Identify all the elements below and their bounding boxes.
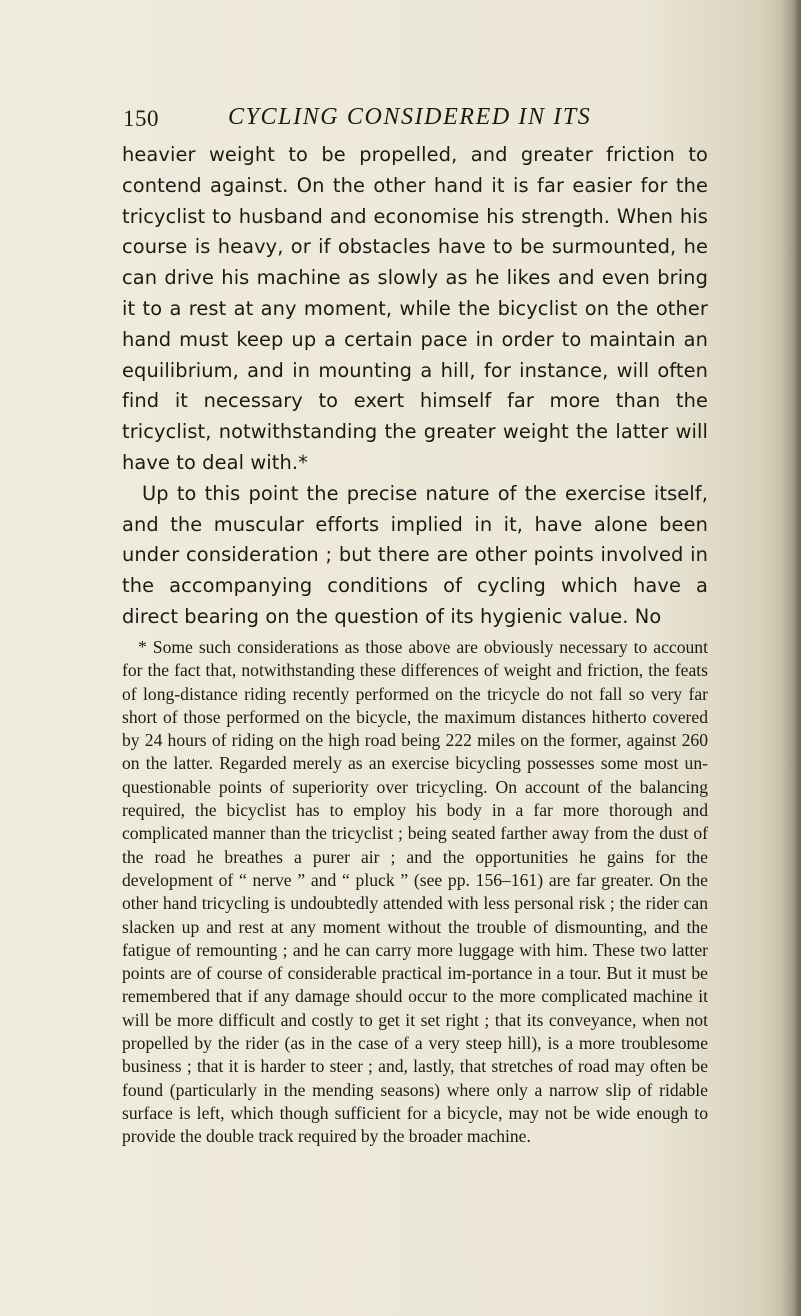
page-number: 150 bbox=[123, 106, 159, 131]
paragraph: heavier weight to be propelled, and greater friction to contend against. On the other hand it is far easier for the tricyclist to husband and economise his strength. When his course is heavy, or if obstacles have to be surmounted, he can drive his machine as slowly as he likes and even bring it to a rest at any moment, while the bicyclist on the other hand must keep up a certain pace in order to maintain an equilibrium, and in mounting a hill, for instance, will often find it necessary to exert himself far more than the tricyclist, notwithstanding the greater weight the latter will have to deal with.* bbox=[122, 143, 708, 474]
footnote-text: * Some such considerations as those above are obviously necessary to account for the fact that, notwithstanding these differences of weight and friction, the feats of long-distance riding recently performed on the tricycle do not fall so very far short of those performed on the bicycle, the maximum distances hitherto covered by 24 hours of riding on the high road being 222 miles on the former, against 260 on the latter. Regarded merely as an exercise bicycling possesses some most un-questionable points of superiority over tricycling. On account of the balancing required, the bicyclist has to employ his body in a far more thorough and complicated manner than the tricyclist ; being seated farther away from the dust of the road he breathes a purer air ; and the opportunities he gains for the development of “ nerve ” and “ pluck ” (see pp. 156–161) are far greater. On the other hand tricycling is undoubtedly attended with less personal risk ; the rider can slacken up and rest at any moment without the trouble of dismounting, and the fatigue of remounting ; and he can carry more luggage with him. These two latter points are of course of considerable practical im-portance in a tour. But it must be remembered that if any damage should occur to the more complicated machine it will be more difficult and costly to get it set right ; that its conveyance, when not propelled by the rider (as in the case of a very steep hill), is a more troublesome business ; that it is harder to steer ; and, lastly, that stretches of road may often be found (particularly in the mending seasons) where only a narrow slip of ridable surface is left, which though sufficient for a bicycle, may not be wide enough to provide the double track required by the broader machine. bbox=[122, 637, 708, 1147]
page-edge-shadow bbox=[781, 0, 801, 1316]
paragraph: Up to this point the precise nature of the exercise itself, and the muscular efforts implied in it, have alone been under consideration ; but there are other points involved in the accompanying conditions of cycling which have a direct bearing on the question of its hygienic value. No bbox=[122, 481, 708, 628]
running-title: CYCLING CONSIDERED IN ITS bbox=[228, 104, 592, 130]
page-header bbox=[123, 98, 723, 138]
main-text bbox=[122, 140, 708, 633]
footnote bbox=[122, 636, 708, 1149]
